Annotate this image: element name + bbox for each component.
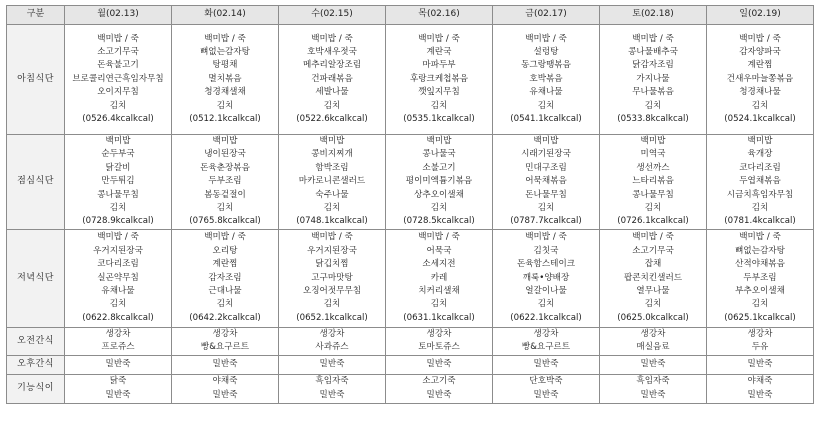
- menu-item: 백미밥: [212, 136, 238, 146]
- menu-item: 밀반죽: [105, 358, 131, 369]
- menu-item: 김칫국: [533, 245, 559, 256]
- menu-item: 봄동겉절이: [204, 189, 246, 200]
- menu-item: 팝콘치킨샐러드: [623, 272, 683, 283]
- menu-cell: [386, 355, 493, 374]
- menu-item: 유채나물: [101, 286, 135, 297]
- menu-item: 뼈없는감자탕: [200, 46, 250, 57]
- menu-item: 산적야채볶음: [735, 259, 785, 270]
- menu-item: 멸치볶음: [208, 73, 242, 84]
- afternoon-snack-row: [7, 355, 814, 374]
- menu-cell: [493, 355, 600, 374]
- menu-item: 마카로니콘샐러드: [298, 176, 366, 187]
- menu-item: 청경채샐채: [204, 87, 246, 98]
- menu-item: 토마토쥬스: [418, 342, 460, 353]
- menu-item: 밀반죽: [426, 389, 452, 400]
- menu-cell: [65, 229, 172, 327]
- menu-item: (0535.1kcalkcal): [403, 114, 475, 125]
- menu-item: 함박조림: [315, 162, 349, 173]
- menu-item: (0526.4kcalkcal): [82, 114, 154, 125]
- menu-item: 생강차: [640, 328, 666, 339]
- menu-item: (0522.6kcalkcal): [296, 114, 368, 125]
- menu-cell: [493, 135, 600, 230]
- menu-item: 김치: [323, 203, 341, 214]
- menu-item: 야채죽: [747, 376, 773, 387]
- menu-item: 생강차: [105, 328, 131, 339]
- menu-item: 김치: [644, 100, 662, 111]
- menu-cell: [600, 327, 707, 355]
- menu-cell: [279, 229, 386, 327]
- day-header: 목(02.16): [386, 6, 493, 25]
- menu-item: 백미밥: [640, 136, 666, 146]
- menu-item: 후랑크케첩볶음: [409, 73, 469, 84]
- menu-cell: [386, 229, 493, 327]
- menu-item: 상추오이샐채: [414, 189, 464, 200]
- menu-item: 설렁탕: [533, 46, 559, 57]
- menu-cell: [707, 374, 814, 403]
- menu-item: 백미밥: [747, 136, 773, 146]
- menu-item: 밀반죽: [640, 389, 666, 400]
- category-header: 구분: [7, 6, 65, 25]
- menu-item: 밀반죽: [640, 358, 666, 369]
- menu-cell: [493, 374, 600, 403]
- menu-item: 김치: [323, 100, 341, 111]
- menu-item: 생강차: [426, 328, 452, 339]
- menu-item: 백미밥 / 죽: [204, 232, 246, 243]
- menu-cell: [172, 355, 279, 374]
- menu-item: 두엽채볶음: [739, 176, 781, 187]
- menu-cell: [172, 25, 279, 135]
- menu-item: 김치: [430, 203, 448, 214]
- morning-snack-row: [7, 327, 814, 355]
- menu-item: 실곤약무침: [97, 272, 139, 283]
- menu-item: 소불고기: [422, 162, 456, 173]
- menu-cell: [65, 327, 172, 355]
- menu-item: (0781.4kcalkcal): [724, 216, 796, 227]
- lunch-row: [7, 135, 814, 230]
- menu-item: 계란찜: [212, 259, 238, 270]
- menu-item: 돈육함스테이크: [516, 259, 576, 270]
- menu-item: 소고기무국: [632, 245, 674, 256]
- menu-item: 프로쥬스: [101, 342, 135, 353]
- menu-item: 닭감자조림: [632, 60, 674, 71]
- menu-item: 탕평채: [212, 60, 238, 71]
- menu-item: 콩비지찌개: [311, 149, 353, 160]
- menu-cell: [600, 374, 707, 403]
- menu-item: 김치: [537, 203, 555, 214]
- menu-item: 시금치흑임자무침: [726, 189, 794, 200]
- menu-item: 밀반죽: [105, 389, 131, 400]
- menu-cell: [279, 374, 386, 403]
- menu-item: 두부조림: [208, 176, 242, 187]
- menu-item: 느타리볶음: [632, 176, 674, 187]
- menu-item: 치커리샐채: [418, 286, 460, 297]
- menu-item: 백미밥 / 죽: [739, 33, 781, 44]
- header-row: [7, 6, 814, 25]
- menu-item: (0728.9kcalkcal): [82, 216, 154, 227]
- menu-item: 두부조림: [743, 272, 777, 283]
- menu-cell: [707, 355, 814, 374]
- menu-cell: [386, 25, 493, 135]
- menu-item: 야채죽: [212, 376, 238, 387]
- menu-item: 백미밥: [426, 136, 452, 146]
- menu-item: 백미밥 / 죽: [632, 232, 674, 243]
- menu-cell: [65, 355, 172, 374]
- row-label: 기능식이: [7, 374, 65, 403]
- menu-item: 닭갈비: [105, 162, 131, 173]
- menu-item: 생강차: [747, 328, 773, 339]
- menu-item: 김치: [109, 100, 127, 111]
- day-header: 금(02.17): [493, 6, 600, 25]
- menu-item: (0748.1kcalkcal): [296, 216, 368, 227]
- menu-item: 생강차: [533, 328, 559, 339]
- menu-item: 돈육춘장볶음: [200, 162, 250, 173]
- menu-item: 닭깁치찜: [315, 259, 349, 270]
- menu-item: 김치: [430, 100, 448, 111]
- menu-item: 소고기죽: [422, 376, 456, 387]
- menu-item: 계란찜: [747, 60, 773, 71]
- menu-item: 얼갈이나물: [525, 286, 567, 297]
- menu-item: (0765.8kcalkcal): [189, 216, 261, 227]
- row-label: 오전간식: [7, 327, 65, 355]
- menu-item: (0726.1kcalkcal): [617, 216, 689, 227]
- menu-item: (0622.8kcalkcal): [82, 312, 154, 323]
- menu-item: 시래기된장국: [521, 149, 571, 160]
- menu-item: 육개장: [747, 149, 773, 160]
- day-header: 수(02.15): [279, 6, 386, 25]
- menu-cell: [386, 327, 493, 355]
- menu-item: 밀반죽: [319, 389, 345, 400]
- menu-item: 백미밥 / 죽: [632, 33, 674, 44]
- menu-item: 감자조림: [208, 272, 242, 283]
- menu-item: 밀반죽: [533, 358, 559, 369]
- day-header: 화(02.14): [172, 6, 279, 25]
- menu-cell: [65, 25, 172, 135]
- menu-item: 호박볶음: [529, 73, 563, 84]
- menu-item: 마파두부: [422, 60, 456, 71]
- menu-cell: [707, 25, 814, 135]
- menu-item: 브로콜리연근흑임자무침: [72, 73, 164, 84]
- row-label: 점심식단: [7, 135, 65, 230]
- menu-item: 콩나물무침: [632, 189, 674, 200]
- menu-item: 감자양파국: [739, 46, 781, 57]
- menu-item: 매실음료: [636, 342, 670, 353]
- menu-item: 빵&요구르트: [200, 342, 250, 353]
- menu-item: 민대구조림: [525, 162, 567, 173]
- menu-item: 밀반죽: [319, 358, 345, 369]
- menu-item: 콩나물배추국: [628, 46, 678, 57]
- menu-item: 김치: [323, 299, 341, 310]
- menu-item: 소고기무국: [97, 46, 139, 57]
- menu-cell: [600, 135, 707, 230]
- menu-item: 호박새우젓국: [307, 46, 357, 57]
- menu-item: 백미밥 / 죽: [311, 232, 353, 243]
- menu-cell: [279, 135, 386, 230]
- menu-item: 고구마맛탕: [311, 272, 353, 283]
- menu-cell: [172, 229, 279, 327]
- breakfast-row: [7, 25, 814, 135]
- day-header-sunday: 일(02.19): [707, 6, 814, 25]
- menu-item: 유채나물: [529, 87, 563, 98]
- menu-item: 빵&요구르트: [521, 342, 571, 353]
- menu-item: 근대나물: [208, 286, 242, 297]
- menu-item: 백미밥 / 죽: [97, 33, 139, 44]
- menu-item: 열무나물: [636, 286, 670, 297]
- menu-item: (0541.1kcalkcal): [510, 114, 582, 125]
- menu-item: 김치: [216, 299, 234, 310]
- menu-cell: [707, 229, 814, 327]
- menu-item: 김치: [216, 203, 234, 214]
- menu-item: 부추오이샐채: [735, 286, 785, 297]
- menu-item: 밀반죽: [212, 358, 238, 369]
- menu-cell: [600, 229, 707, 327]
- menu-item: 백미밥: [319, 136, 345, 146]
- menu-item: (0787.7kcalkcal): [510, 216, 582, 227]
- menu-cell: [172, 374, 279, 403]
- menu-item: 순두부국: [101, 149, 135, 160]
- menu-item: 청경채나물: [739, 87, 781, 98]
- weekly-meal-menu: [6, 5, 814, 404]
- menu-cell: [707, 327, 814, 355]
- menu-cell: [493, 327, 600, 355]
- menu-item: 어묵국: [426, 245, 452, 256]
- menu-item: 깻잎지무침: [418, 87, 460, 98]
- menu-item: 메추리알장조림: [302, 60, 362, 71]
- menu-item: 계란국: [426, 46, 452, 57]
- menu-item: 김치: [216, 100, 234, 111]
- menu-item: 백미밥 / 죽: [97, 232, 139, 243]
- menu-cell: [172, 135, 279, 230]
- menu-cell: [707, 135, 814, 230]
- menu-item: 사과쥬스: [315, 342, 349, 353]
- menu-item: 백미밥 / 죽: [311, 33, 353, 44]
- menu-item: 밀반죽: [747, 389, 773, 400]
- menu-item: 백미밥 / 죽: [418, 232, 460, 243]
- menu-item: 냉이된장국: [204, 149, 246, 160]
- menu-item: (0642.2kcalkcal): [189, 312, 261, 323]
- menu-item: 백미밥 / 죽: [204, 33, 246, 44]
- menu-cell: [493, 25, 600, 135]
- menu-item: 두유: [751, 342, 769, 353]
- menu-item: 단호박죽: [529, 376, 563, 387]
- menu-item: 건파래볶음: [311, 73, 353, 84]
- menu-item: 김치: [109, 203, 127, 214]
- menu-item: (0622.1kcalkcal): [510, 312, 582, 323]
- menu-item: 김치: [644, 203, 662, 214]
- menu-item: 김치: [751, 100, 769, 111]
- menu-cell: [386, 374, 493, 403]
- menu-item: 코다리조림: [739, 162, 781, 173]
- menu-item: 세발나물: [315, 87, 349, 98]
- menu-item: 백미밥 / 죽: [739, 232, 781, 243]
- menu-item: 백미밥 / 죽: [418, 33, 460, 44]
- menu-item: 카레: [430, 272, 448, 283]
- row-label: 저녁식단: [7, 229, 65, 327]
- menu-item: 김치: [430, 299, 448, 310]
- menu-item: (0652.1kcalkcal): [296, 312, 368, 323]
- menu-cell: [493, 229, 600, 327]
- menu-cell: [65, 135, 172, 230]
- menu-item: 김치: [751, 203, 769, 214]
- menu-item: 김치: [644, 299, 662, 310]
- menu-item: 백미밥: [105, 136, 131, 146]
- day-header-saturday: 토(02.18): [600, 6, 707, 25]
- menu-item: 돈육불고기: [97, 60, 139, 71]
- menu-item: 김치: [751, 299, 769, 310]
- menu-item: 평이미엑튬기볶음: [405, 176, 473, 187]
- menu-item: 잡채: [644, 259, 662, 270]
- menu-cell: [65, 374, 172, 403]
- menu-cell: [386, 135, 493, 230]
- menu-item: 만두튀김: [101, 176, 135, 187]
- menu-item: 백미밥 / 죽: [525, 33, 567, 44]
- menu-cell: [172, 327, 279, 355]
- menu-cell: [279, 327, 386, 355]
- menu-item: 숙주나물: [315, 189, 349, 200]
- menu-item: 닭죽: [109, 376, 127, 387]
- menu-item: 동그랑땡볶음: [521, 60, 571, 71]
- menu-item: 오리탕: [212, 245, 238, 256]
- menu-item: 깨룩•양배장: [522, 272, 570, 283]
- menu-item: 미역국: [640, 149, 666, 160]
- menu-item: 김치: [537, 100, 555, 111]
- menu-item: 밀반죽: [747, 358, 773, 369]
- menu-item: 생강차: [319, 328, 345, 339]
- menu-item: 건새우마늘쫑볶음: [726, 73, 794, 84]
- menu-item: 생강차: [212, 328, 238, 339]
- menu-item: 무나물볶음: [632, 87, 674, 98]
- menu-item: (0512.1kcalkcal): [189, 114, 261, 125]
- menu-item: 우거지된장국: [307, 245, 357, 256]
- menu-item: (0625.1kcalkcal): [724, 312, 796, 323]
- menu-item: 백미밥: [533, 136, 559, 146]
- menu-item: 우거지된장국: [93, 245, 143, 256]
- menu-item: 콩나물무침: [97, 189, 139, 200]
- menu-item: 오징어젓무무침: [302, 286, 362, 297]
- menu-cell: [600, 25, 707, 135]
- menu-item: 코다리조림: [97, 259, 139, 270]
- row-label: 아침식단: [7, 25, 65, 135]
- menu-item: 밀반죽: [212, 389, 238, 400]
- menu-item: 김치: [109, 299, 127, 310]
- menu-item: (0524.1kcalkcal): [724, 114, 796, 125]
- day-header: 월(02.13): [65, 6, 172, 25]
- menu-item: 돈나물무침: [525, 189, 567, 200]
- menu-item: (0625.0kcalkcal): [617, 312, 689, 323]
- menu-item: 생선까스: [636, 162, 670, 173]
- meal-table: [6, 5, 814, 404]
- menu-item: (0533.8kcalkcal): [617, 114, 689, 125]
- menu-item: 김치: [537, 299, 555, 310]
- menu-item: (0631.1kcalkcal): [403, 312, 475, 323]
- functional-diet-row: [7, 374, 814, 403]
- dinner-row: [7, 229, 814, 327]
- row-label: 오후간식: [7, 355, 65, 374]
- menu-item: 흑임자죽: [315, 376, 349, 387]
- menu-item: 오이지무침: [97, 87, 139, 98]
- menu-item: 밀반죽: [426, 358, 452, 369]
- menu-item: 흑임자죽: [636, 376, 670, 387]
- menu-item: 콩나물국: [422, 149, 456, 160]
- menu-item: (0728.5kcalkcal): [403, 216, 475, 227]
- menu-cell: [600, 355, 707, 374]
- menu-item: 가지나물: [636, 73, 670, 84]
- menu-cell: [279, 355, 386, 374]
- menu-item: 백미밥 / 죽: [525, 232, 567, 243]
- menu-cell: [279, 25, 386, 135]
- menu-item: 뼈없는감자탕: [735, 245, 785, 256]
- menu-item: 밀반죽: [533, 389, 559, 400]
- menu-item: 소세지전: [422, 259, 456, 270]
- menu-item: 어묵채볶음: [525, 176, 567, 187]
